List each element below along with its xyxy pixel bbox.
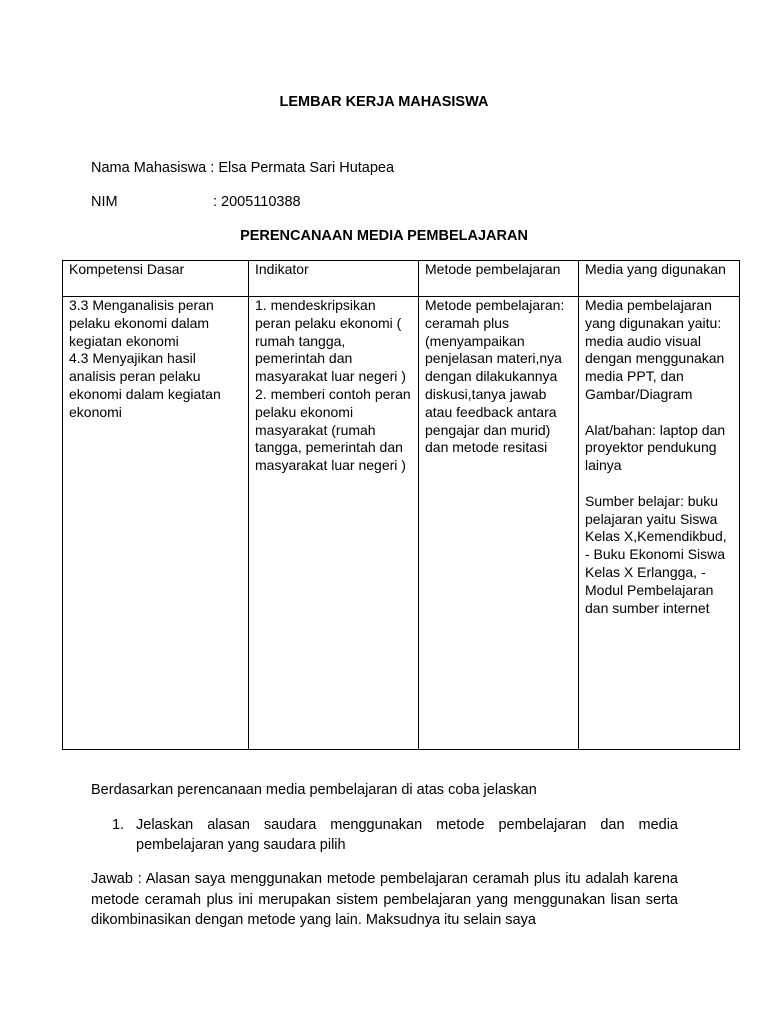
media-paragraph: Media pembelajaran yang digunakan yaitu: media audio visual dengan menggunakan media PPT, dan Gambar/Diagram: [585, 297, 725, 402]
media-paragraph: Sumber belajar: buku pelajaran yaitu Siswa Kelas X,Kemendikbud, - Buku Ekonomi Siswa Kelas X Erlangga, - Modul Pembelajaran dan sumber internet: [585, 492, 727, 616]
table-header-row: [63, 261, 740, 297]
document-title: LEMBAR KERJA MAHASISWA: [279, 94, 489, 110]
list-item: [112, 815, 678, 855]
cell-indikator: [249, 297, 419, 750]
student-name-label: Nama Mahasiswa: [91, 160, 207, 176]
answer-text: Jawab : Alasan saya menggunakan metode pembelajaran ceramah plus itu adalah karena metode ceramah plus ini merupakan sistem pembelajaran yang menggunakan lisan serta dikombinasikan dengan metode yang lain. Maksudnya itu selain saya: [91, 871, 678, 928]
kompetensi-item: 4.3 Menyajikan hasil analisis peran pelaku ekonomi dalam kegiatan ekonomi: [69, 350, 221, 420]
header-media: Media yang digunakan: [579, 261, 740, 297]
plan-table: [62, 260, 740, 750]
table-row: [63, 297, 740, 750]
question-intro: Berdasarkan perencanaan media pembelajaran di atas coba jelaskan: [91, 782, 537, 798]
indikator-item: 1. mendeskripsikan peran pelaku ekonomi ( rumah tangga, pemerintah dan masyarakat luar negeri ): [255, 297, 406, 385]
question-number: 1.: [112, 817, 125, 833]
student-nim-row: [91, 194, 301, 212]
question-text: Jelaskan alasan saudara menggunakan metode pembelajaran dan media pembelajaran yang saudara pilih: [136, 817, 678, 853]
cell-media: [579, 297, 740, 750]
header-kompetensi: Kompetensi Dasar: [63, 261, 249, 297]
student-name-value: : Elsa Permata Sari Hutapea: [210, 160, 395, 176]
student-nim-label: NIM: [91, 194, 118, 210]
student-nim-value: : 2005110388: [213, 194, 301, 210]
cell-kompetensi: [63, 297, 249, 750]
media-paragraph: Alat/bahan: laptop dan proyektor pendukung lainya: [585, 421, 726, 474]
kompetensi-item: 3.3 Menganalisis peran pelaku ekonomi dalam kegiatan ekonomi: [69, 297, 214, 349]
header-metode: Metode pembelajaran: [419, 261, 579, 297]
header-indikator: Indikator: [249, 261, 419, 297]
section-title: PERENCANAAN MEDIA PEMBELAJARAN: [240, 228, 528, 244]
cell-metode: Metode pembelajaran: ceramah plus (menyampaikan penjelasan materi,nya dengan dilakukannya diskusi,tanya jawab atau feedback antara pengajar dan murid) dan metode resitasi: [419, 297, 579, 750]
student-name-row: [91, 160, 394, 178]
question-list: [112, 815, 678, 855]
indikator-item: 2. memberi contoh peran pelaku ekonomi masyarakat (rumah tangga, pemerintah dan masyarakat luar negeri ): [255, 385, 411, 474]
